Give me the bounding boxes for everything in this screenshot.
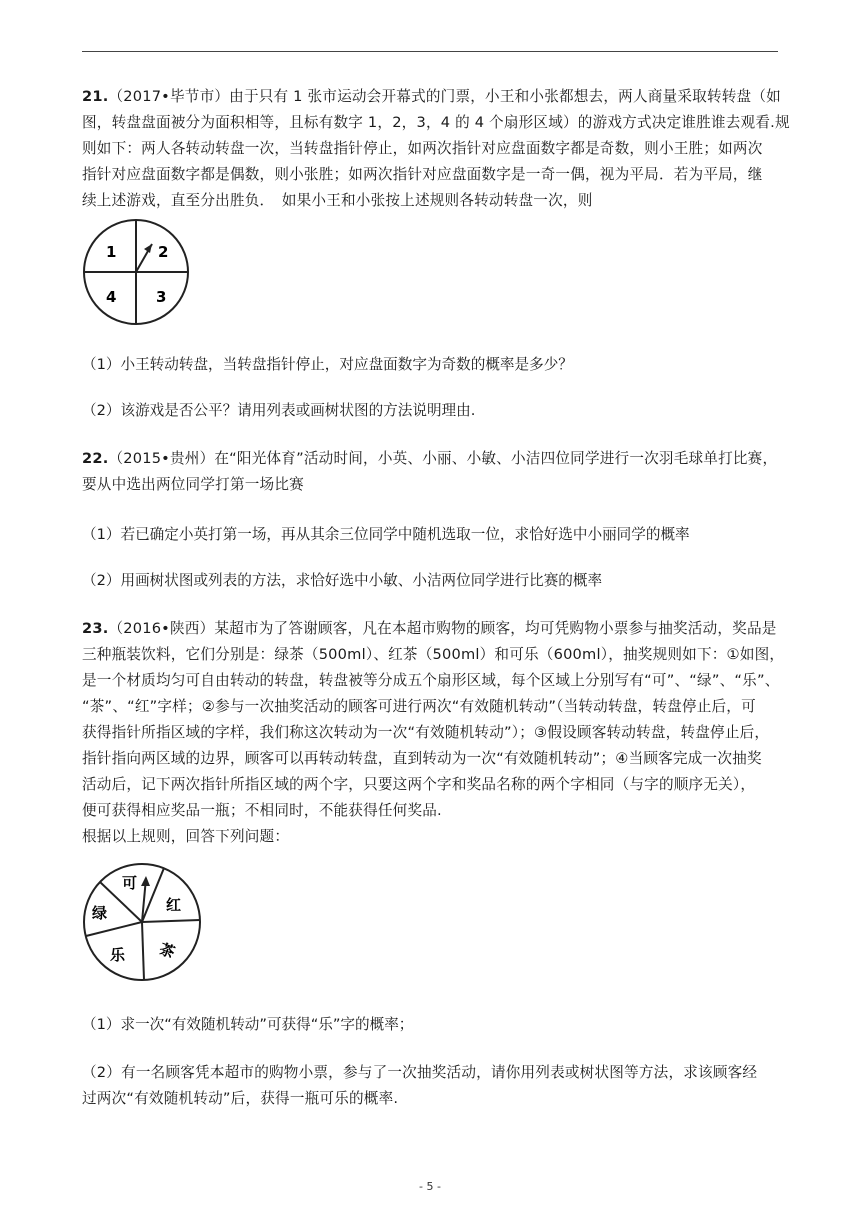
spinner-label-cha: 茶 [157, 939, 178, 962]
q21-spinner-figure [80, 218, 192, 330]
q21-line-4: 指针对应盘面数字都是偶数，则小张胜；如两次指针对应盘面数字是一奇一偶，视为平局．若为平局，继 [82, 166, 763, 183]
q21-sub2: （2）该游戏是否公平？请用列表或画树状图的方法说明理由. [82, 402, 476, 419]
spinner-label-ke: 可 [122, 874, 138, 892]
spinner-label-lv: 绿 [92, 904, 108, 922]
q21-line-3: 则如下：两人各转动转盘一次，当转盘指针停止，如两次指针对应盘面数字都是奇数，则小王胜；如两次 [82, 140, 763, 157]
q23-line-8: 便可获得相应奖品一瓶；不相同时，不能获得任何奖品. [82, 802, 442, 819]
q23-spinner-figure [80, 860, 204, 984]
q22-sub1: （1）若已确定小英打第一场，再从其余三位同学中随机选取一位，求恰好选中小丽同学的概率 [82, 526, 690, 543]
q23-line-5: 获得指针所指区域的字样，我们称这次转动为一次“有效随机转动”）；③假设顾客转动转盘，转盘停止后， [82, 724, 770, 741]
q22-stem [82, 446, 782, 498]
q21-sub1: （1）小王转动转盘，当转盘指针停止，对应盘面数字为奇数的概率是多少？ [82, 356, 573, 373]
spinner-label-4: 4 [106, 288, 117, 306]
q23-line-6: 指针指向两区域的边界，顾客可以再转动转盘，直到转动为一次“有效随机转动”；④当顾客完成一次抽奖 [82, 750, 762, 767]
q23-sub2 [82, 1060, 782, 1112]
spinner-divider-4 [86, 922, 142, 936]
spinner-label-hong: 红 [166, 896, 182, 914]
q23-line-3: 是一个材质均匀可自由转动的转盘，转盘被等分成五个扇形区域，每个区域上分别写有“可”、“绿”、“乐”、 [82, 672, 780, 689]
q23-stem [82, 616, 785, 850]
spinner-label-3: 3 [156, 288, 167, 306]
q23-line-7: 活动后，记下两次指针所指区域的两个字，只要这两个字和奖品名称的两个字相同（与字的顺序无关）， [82, 776, 756, 793]
q21-line-1: 21.（2017•毕节市）由于只有 1 张市运动会开幕式的门票，小王和小张都想去，两人商量采取转转盘（如 [82, 88, 781, 105]
header-rule [82, 51, 778, 52]
q23-line-4: “茶”、“红”字样；②参与一次抽奖活动的顾客可进行两次“有效随机转动”（当转动转盘，转盘停止后，可 [82, 698, 756, 715]
q22-sub2: （2）用画树状图或列表的方法，求恰好选中小敏、小洁两位同学进行比赛的概率 [82, 572, 603, 589]
spinner-label-1: 1 [106, 243, 117, 261]
spinner-label-le: 乐 [110, 946, 126, 964]
spinner-divider-3 [142, 922, 144, 980]
q23-line-2: 三种瓶装饮料，它们分别是：绿茶（500ml）、红茶（500ml）和可乐（600ml），抽奖规则如下：①如图， [82, 646, 785, 663]
q23-sub2-line-2: 过两次“有效随机转动”后，获得一瓶可乐的概率. [82, 1090, 399, 1107]
q22-line-2: 要从中选出两位同学打第一场比赛 [82, 476, 304, 493]
q23-sub1: （1）求一次“有效随机转动”可获得“乐”字的概率； [82, 1016, 414, 1033]
q21-line-2: 图，转盘盘面被分为面积相等，且标有数字 1，2，3，4 的 4 个扇形区域）的游戏方式决定谁胜谁去观看.规 [82, 114, 790, 131]
q23-sub2-line-1: （2）有一名顾客凭本超市的购物小票，参与了一次抽奖活动，请你用列表或树状图等方法，求该顾客经 [82, 1064, 758, 1081]
spinner-divider-2 [142, 920, 200, 922]
q21-line-5: 续上述游戏，直至分出胜负． 如果小王和小张按上述规则各转动转盘一次，则 [82, 192, 593, 209]
pointer-arrowhead [144, 244, 152, 253]
q22-line-1: 22.（2015•贵州）在“阳光体育”活动时间，小英、小丽、小敏、小洁四位同学进行一次羽毛球单打比赛， [82, 450, 778, 467]
page-number: - 5 - [419, 1180, 441, 1193]
q23-line-1: 23.（2016•陕西）某超市为了答谢顾客，凡在本超市购物的顾客，均可凭购物小票参与抽奖活动，奖品是 [82, 620, 777, 637]
spinner-label-2: 2 [158, 243, 169, 261]
q23-line-9: 根据以上规则，回答下列问题： [82, 828, 290, 845]
q21-stem [82, 84, 790, 214]
pointer-arrowhead [141, 876, 150, 886]
